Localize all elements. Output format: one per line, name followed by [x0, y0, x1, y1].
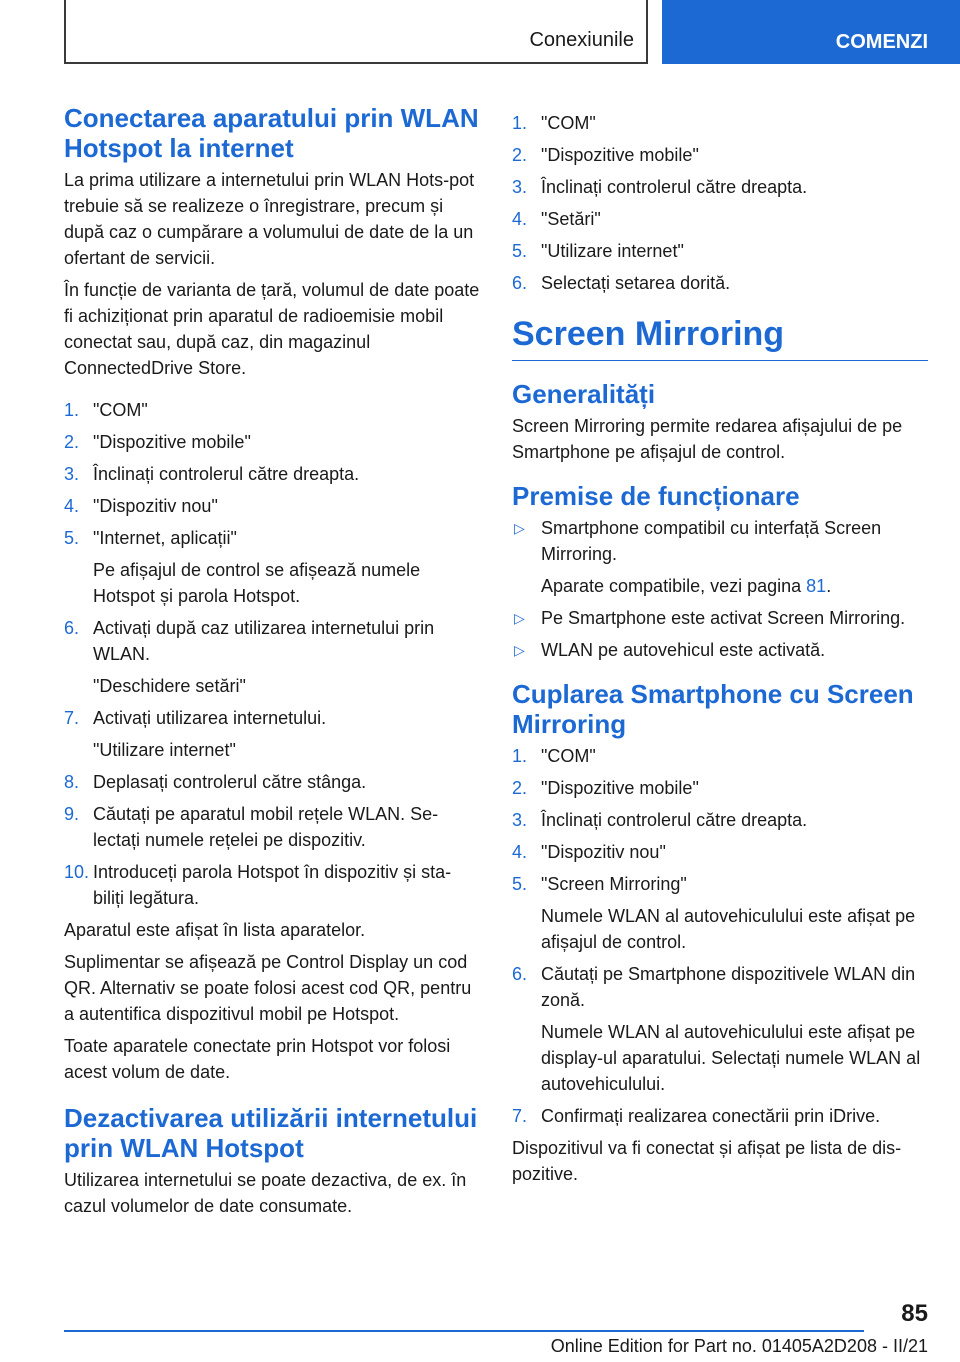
bullet-text: Smartphone compatibil cu interfață Screen Mirroring.	[541, 518, 882, 564]
footer-edition: Online Edition for Part no. 01405A2D208 - II/21	[550, 1336, 928, 1356]
step-number: 7.	[64, 708, 80, 728]
paragraph: Dispozitivul va fi conectat și afișat pe lista de dis-pozitive.	[512, 1138, 902, 1184]
step-text: "Internet, aplicații"	[93, 528, 237, 548]
heading-connect-hotspot: Conectarea aparatului prin WLAN Hotspot la internet	[64, 103, 479, 163]
step-number: 4.	[512, 842, 528, 862]
step-text: Activați utilizarea internetului.	[93, 708, 327, 728]
step-number: 1.	[64, 400, 80, 420]
list-item	[64, 493, 480, 519]
step-number: 3.	[64, 464, 80, 484]
triangle-bullet-icon: ▷	[514, 642, 525, 658]
list-item	[512, 206, 928, 232]
heading-pair-smartphone: Cuplarea Smartphone cu Screen Mirroring	[512, 679, 914, 739]
step-number: 4.	[512, 209, 528, 229]
step-text: Căutați pe aparatul mobil rețele WLAN. Se-lectați numele rețelei pe dispozitiv.	[93, 804, 439, 850]
paragraph: Aparatul este afișat în lista aparatelor.	[64, 920, 366, 940]
bullet-subtext-label: Aparate compatibile, vezi pagina	[541, 576, 807, 596]
bullet-subtext-end: .	[826, 576, 832, 596]
list-item	[64, 525, 480, 609]
page-number: 85	[901, 1300, 928, 1327]
paragraph: Screen Mirroring permite redarea afișajului de pe Smartphone pe afișajul de control.	[512, 416, 903, 462]
list-item	[64, 397, 480, 423]
step-text: "COM"	[541, 746, 596, 766]
triangle-bullet-icon: ▷	[514, 520, 525, 536]
paragraph: Utilizarea internetului se poate dezactiva, de ex. în cazul volumelor de date consumate.	[64, 1170, 467, 1216]
list-item	[512, 238, 928, 264]
header-chapter-tab	[662, 0, 960, 64]
list-item	[64, 859, 480, 911]
footer-divider	[64, 1330, 864, 1332]
step-text: "COM"	[541, 113, 596, 133]
header-section-tab	[64, 0, 648, 64]
list-item	[64, 615, 480, 699]
step-subtext: "Deschidere setări"	[93, 676, 246, 696]
step-list	[512, 743, 928, 1129]
step-text: "Setări"	[541, 209, 601, 229]
list-item	[512, 743, 928, 769]
list-item	[512, 605, 928, 631]
step-text: "Dispozitive mobile"	[93, 432, 251, 452]
paragraph: În funcție de varianta de țară, volumul de date poate fi achiziționat prin aparatul de radioemisie mobil conectat sau, după caz, din magazinul ConnectedDrive Store.	[64, 280, 480, 378]
list-item	[512, 839, 928, 865]
step-text: "Screen Mirroring"	[541, 874, 687, 894]
heading-general: Generalități	[512, 379, 656, 409]
list-item	[512, 961, 928, 1097]
step-number: 1.	[512, 746, 528, 766]
step-number: 5.	[64, 528, 80, 548]
list-item	[512, 174, 928, 200]
right-column	[512, 110, 928, 1193]
step-number: 9.	[64, 804, 80, 824]
step-subtext: "Utilizare internet"	[93, 740, 236, 760]
list-item	[64, 461, 480, 487]
step-number: 5.	[512, 874, 528, 894]
heading-prerequisites: Premise de funcționare	[512, 481, 800, 511]
list-item	[512, 807, 928, 833]
step-number: 6.	[64, 618, 80, 638]
bullet-text: WLAN pe autovehicul este activată.	[541, 640, 826, 660]
list-item	[64, 801, 480, 853]
step-number: 6.	[512, 273, 528, 293]
paragraph: La prima utilizare a internetului prin WLAN Hots-pot trebuie să se realizeze o înregistrare, precum și după caz o cumpărare a volumului de date de la un ofertant de servicii.	[64, 170, 475, 268]
heading-screen-mirroring: Screen Mirroring	[512, 314, 928, 361]
paragraph: Toate aparatele conectate prin Hotspot vor folosi acest volum de date.	[64, 1036, 451, 1082]
list-item	[64, 769, 480, 795]
step-number: 2.	[512, 145, 528, 165]
step-number: 1.	[512, 113, 528, 133]
step-text: Înclinați controlerul către dreapta.	[541, 177, 808, 197]
bullet-subtext	[541, 573, 928, 599]
list-item	[512, 142, 928, 168]
bullet-list	[512, 515, 928, 663]
list-item	[64, 705, 480, 763]
step-number: 5.	[512, 241, 528, 261]
step-number: 7.	[512, 1106, 528, 1126]
list-item	[512, 1103, 928, 1129]
step-number: 6.	[512, 964, 528, 984]
step-text: Selectați setarea dorită.	[541, 273, 731, 293]
step-text: Introduceți parola Hotspot în dispozitiv și sta-biliți legătura.	[93, 862, 452, 908]
step-subtext: Numele WLAN al autovehiculului este afișat pe display-ul aparatului. Selectați numele WLAN al autovehiculului.	[541, 1022, 921, 1094]
step-text: "Dispozitiv nou"	[541, 842, 666, 862]
step-number: 3.	[512, 177, 528, 197]
page-reference-link[interactable]: 81	[806, 576, 827, 596]
step-number: 8.	[64, 772, 80, 792]
step-text: Înclinați controlerul către dreapta.	[93, 464, 360, 484]
step-list	[64, 397, 480, 911]
header-section-label: Conexiunile	[529, 29, 634, 51]
step-subtext: Pe afișajul de control se afișează numele Hotspot și parola Hotspot.	[93, 560, 421, 606]
step-text: Deplasați controlerul către stânga.	[93, 772, 367, 792]
list-item	[512, 270, 928, 296]
step-text: "Dispozitiv nou"	[93, 496, 218, 516]
header-chapter-label: COMENZI	[835, 31, 928, 53]
heading-deactivate-hotspot: Dezactivarea utilizării internetului prin WLAN Hotspot	[64, 1103, 478, 1163]
step-number: 10.	[64, 862, 90, 882]
step-text: "Utilizare internet"	[541, 241, 684, 261]
step-number: 3.	[512, 810, 528, 830]
paragraph: Suplimentar se afișează pe Control Display un cod QR. Alternativ se poate folosi acest cod QR, pentru a autentifica dispozitivul mobil pe Hotspot.	[64, 952, 472, 1024]
step-text: Confirmați realizarea conectării prin iDrive.	[541, 1106, 881, 1126]
step-number: 2.	[64, 432, 80, 452]
step-text: "Dispozitive mobile"	[541, 778, 699, 798]
step-text: Activați după caz utilizarea internetului prin WLAN.	[93, 618, 435, 664]
bullet-text: Pe Smartphone este activat Screen Mirroring.	[541, 608, 906, 628]
step-subtext: Numele WLAN al autovehiculului este afișat pe afișajul de control.	[541, 906, 916, 952]
step-number: 4.	[64, 496, 80, 516]
step-text: "Dispozitive mobile"	[541, 145, 699, 165]
list-item	[512, 871, 928, 955]
list-item	[512, 775, 928, 801]
list-item	[512, 110, 928, 136]
step-text: Înclinați controlerul către dreapta.	[541, 810, 808, 830]
step-text: Căutați pe Smartphone dispozitivele WLAN din zonă.	[541, 964, 916, 1010]
list-item	[64, 429, 480, 455]
list-item	[512, 637, 928, 663]
left-column	[64, 103, 480, 1225]
step-number: 2.	[512, 778, 528, 798]
triangle-bullet-icon: ▷	[514, 610, 525, 626]
list-item	[512, 515, 928, 599]
step-text: "COM"	[93, 400, 148, 420]
step-list	[512, 110, 928, 296]
